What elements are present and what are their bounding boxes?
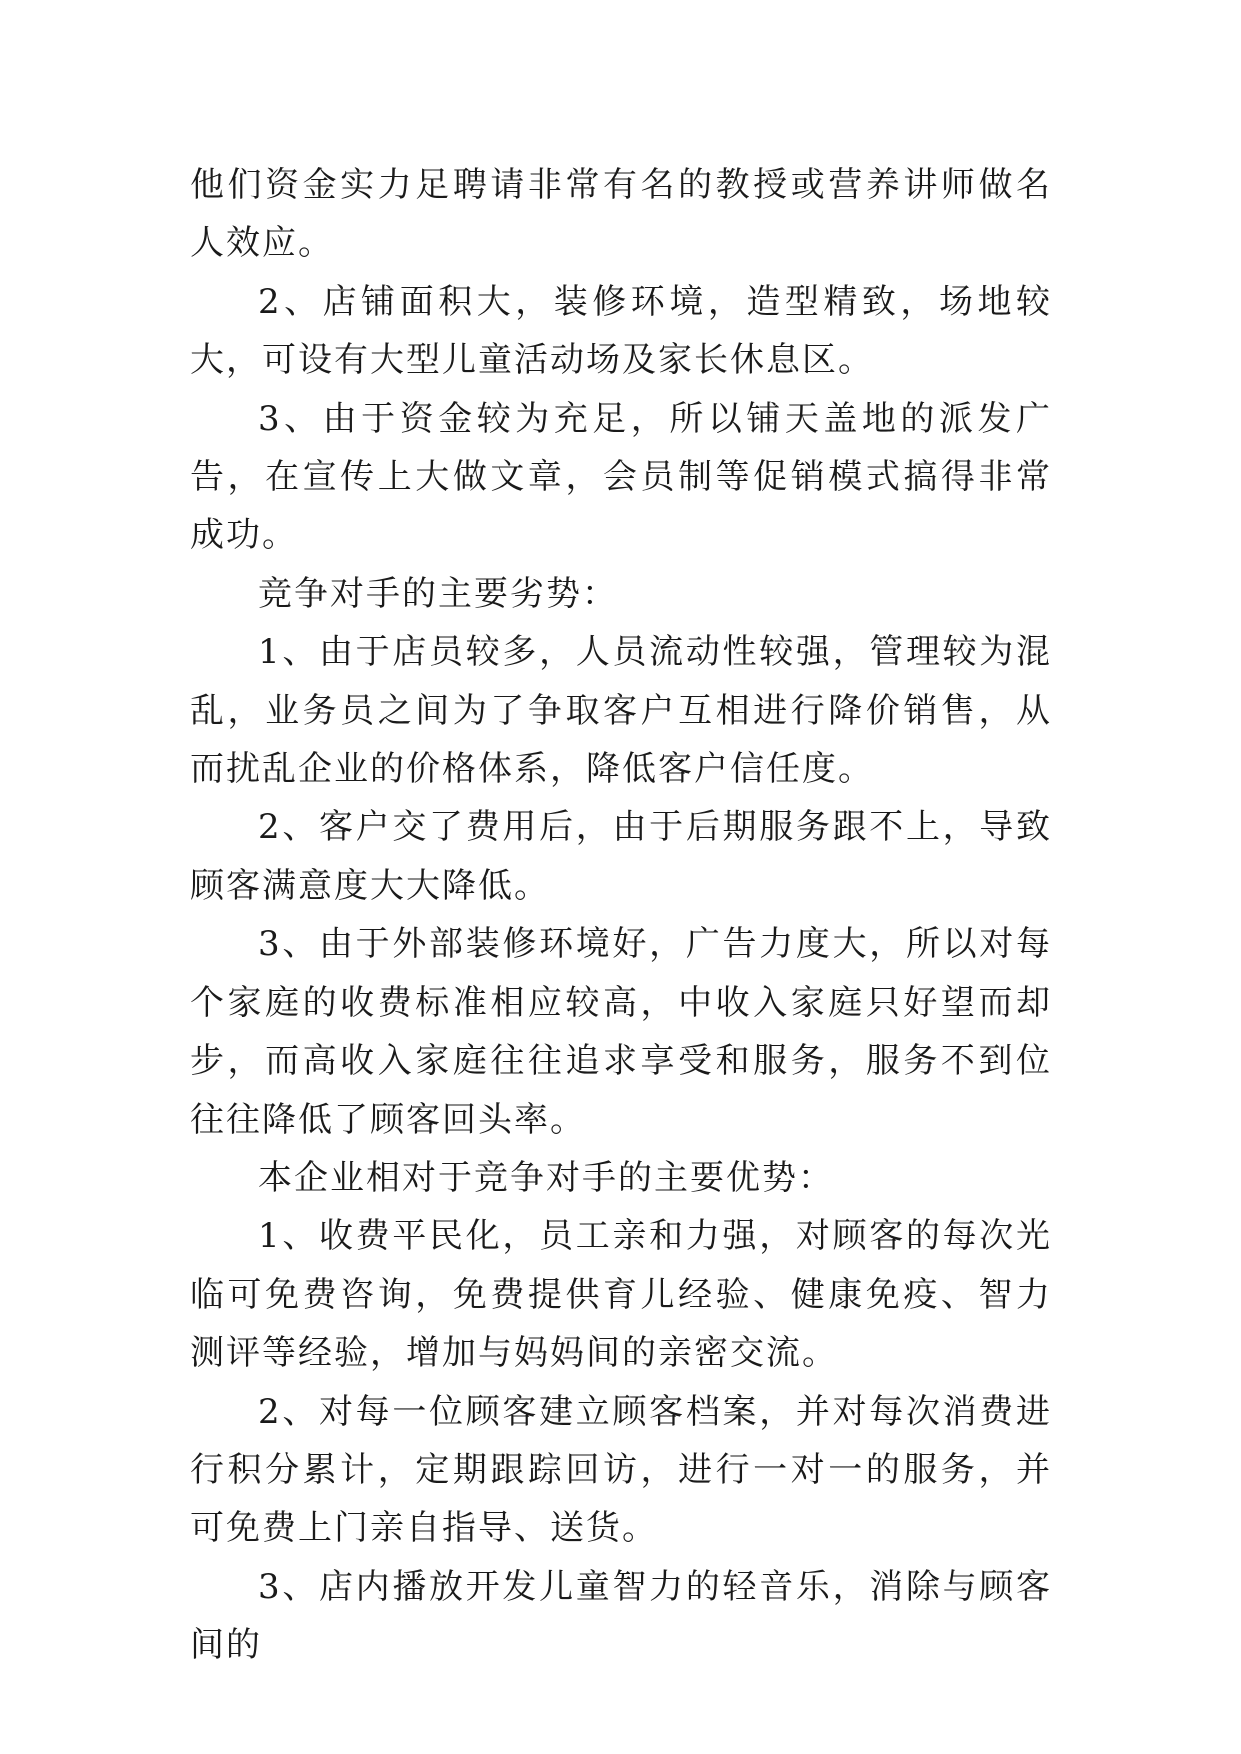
paragraph-weakness-3: 3、由于外部装修环境好，广告力度大，所以对每个家庭的收费标准相应较高，中收入家庭只好望而却步，而高收入家庭往往追求享受和服务，服务不到位往往降低了顾客回头率。 [190,924,1052,1140]
paragraph-our-advantage-2: 2、对每一位顾客建立顾客档案，并对每次消费进行积分累计，定期跟踪回访，进行一对一的服务，并可免费上门亲自指导、送货。 [190,1391,1052,1549]
paragraph-advantage-3: 3、由于资金较为充足，所以铺天盖地的派发广告，在宣传上大做文章，会员制等促销模式搞得非常成功。 [190,398,1052,556]
heading-our-advantages: 本企业相对于竞争对手的主要优势： [258,1157,834,1198]
heading-competitor-weaknesses: 竞争对手的主要劣势： [258,573,618,614]
paragraph-advantage-2: 2、店铺面积大，装修环境，造型精致，场地较大，可设有大型儿童活动场及家长休息区。 [190,281,1052,381]
paragraph-weakness-2: 2、客户交了费用后，由于后期服务跟不上，导致顾客满意度大大降低。 [190,807,1052,906]
document-body [190,156,1052,1675]
paragraph-our-advantage-1: 1、收费平民化，员工亲和力强，对顾客的每次光临可免费咨询，免费提供育儿经验、健康免疫、智力测评等经验，增加与妈妈间的亲密交流。 [190,1216,1052,1374]
paragraph-intro-continuation: 他们资金实力足聘请非常有名的教授或营养讲师做名人效应。 [190,165,1052,264]
paragraph-weakness-1: 1、由于店员较多，人员流动性较强，管理较为混乱，业务员之间为了争取客户互相进行降价销售，从而扰乱企业的价格体系，降低客户信任度。 [190,632,1052,790]
paragraph-our-advantage-3: 3、店内播放开发儿童智力的轻音乐，消除与顾客间的 [190,1566,1052,1666]
